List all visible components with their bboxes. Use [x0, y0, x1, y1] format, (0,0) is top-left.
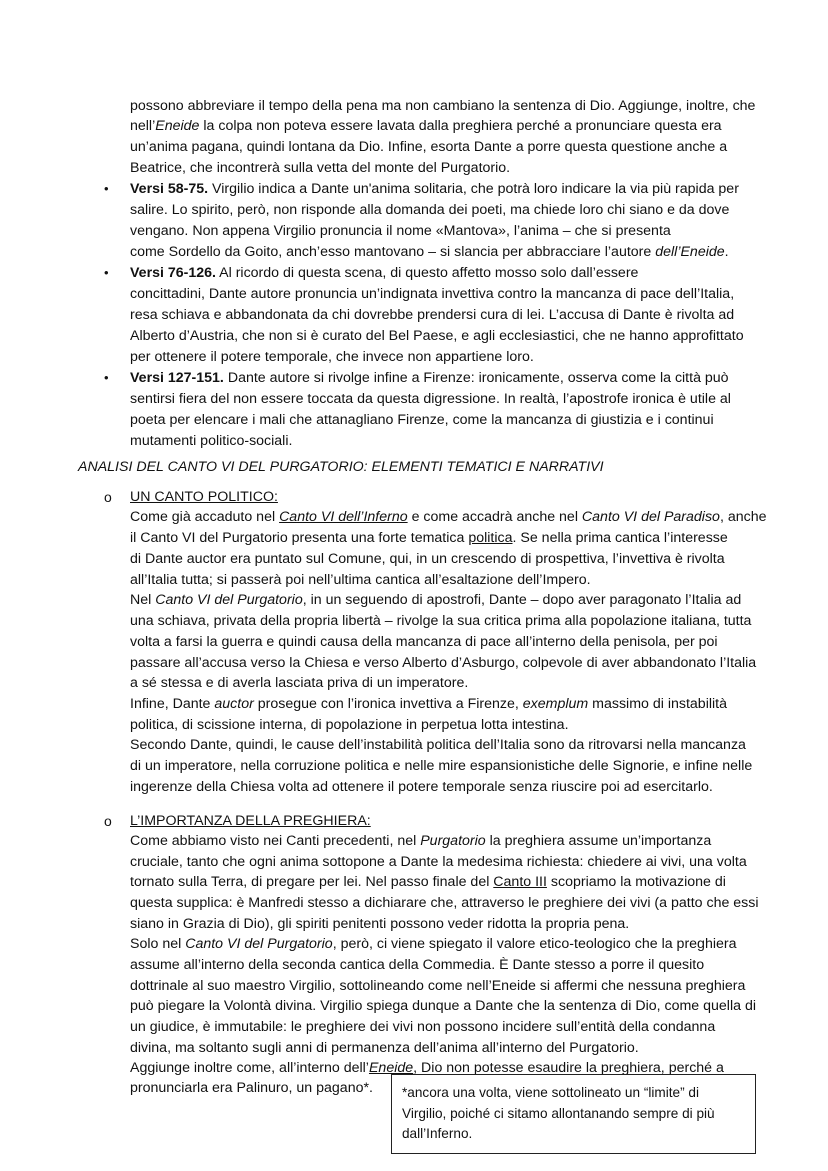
text-line: di Dante auctor era puntato sul Comune, qui, in un crescendo di prospettiva, l’invettiva è rivolta [130, 551, 725, 567]
text-line: può piegare la Volontà divina. Virgilio spiega dunque a Dante che la sentenza di Dio, come quella di [130, 998, 756, 1014]
text-line: Versi 58-75. Virgilio indica a Dante un'anima solitaria, che potrà loro indicare la via più rapida per [130, 181, 739, 197]
circle-bullet-icon: o [104, 489, 112, 505]
text-line: dottrinale al suo maestro Virgilio, sottolineando come nell’Eneide si affermi che nessuna preghiera [130, 978, 746, 994]
text-line: una schiava, privata della propria libertà – rivolge la sua critica prima alla popolazione italiana, tutta [130, 613, 752, 629]
text-line: a sé stessa e di averla lasciata priva di un imperatore. [130, 675, 469, 691]
text-line: siano in Grazia di Dio), gli spiriti penitenti possono veder ridotta la propria pena. [130, 916, 630, 932]
text-line: Aggiunge inoltre come, all’interno dell’Eneide, Dio non potesse esaudire la preghiera, perché a [130, 1060, 724, 1076]
text-line: Alberto d’Austria, che non si è curato del Bel Paese, e agli ecclesiastici, che ne hanno approfittato [130, 328, 744, 344]
text-line: all’Italia tutta; si passerà poi nell’ultima cantica all’esaltazione dell’Impero. [130, 572, 591, 588]
text-line: Come già accaduto nel Canto VI dell’Inferno e come accadrà anche nel Canto VI del Paradiso, anche [130, 509, 767, 525]
eneide-link[interactable]: Eneide [368, 1060, 414, 1076]
circle-bullet-icon: o [104, 813, 112, 829]
text-line: vengano. Non appena Virgilio pronuncia il nome «Mantova», l’anima – che si presenta [130, 223, 671, 239]
text-line: nell’Eneide la colpa non poteva essere lavata dalla preghiera perché a pronunciare questa era [130, 118, 722, 134]
text-line: Versi 127-151. Dante autore si rivolge infine a Firenze: ironicamente, osserva come la città può [130, 370, 729, 386]
text-line: un giudice, è immutabile: le preghiere dei vivi non possono incidere sull’entità della condanna [130, 1019, 716, 1035]
text-line: volta a farsi la guerra e quindi causa della mancanza di pace all’interno della penisola, per poi [130, 634, 718, 650]
text-line: tornato sulla Terra, di pregare per lei. Nel passo finale del Canto III scopriamo la motivazione di [130, 874, 726, 890]
text-line: ingerenze della Chiesa volta ad ottenere il potere temporale senza riuscire poi ad esercitarlo. [130, 779, 713, 795]
text-line: questa supplica: è Manfredi stesso a dichiarare che, attraverso le preghiere dei vivi (a patto che essi [130, 895, 759, 911]
text-line: Versi 76-126. Al ricordo di questa scena, di questo affetto mosso solo dall’essere [130, 265, 639, 281]
politica-link[interactable]: politica [468, 530, 513, 546]
text-line: resa schiava e abbandonata da chi dovrebbe prendersi cura di lei. L’accusa di Dante è rivolta ad [130, 307, 735, 323]
bullet-icon: • [104, 181, 109, 196]
bullet-icon: • [104, 265, 109, 280]
text-line: cruciale, tanto che ogni anima sottopone a Dante la medesima richiesta: chiedere ai vivi, una volta [130, 854, 747, 870]
text-line: Nel Canto VI del Purgatorio, in un seguendo di apostrofi, Dante – dopo aver paragonato l’Italia ad [130, 592, 742, 608]
subsection-title: L’IMPORTANZA DELLA PREGHIERA: [130, 813, 371, 829]
footnote-box [391, 1074, 756, 1154]
footnote-line: dall’Inferno. [402, 1126, 473, 1141]
text-line: Solo nel Canto VI del Purgatorio, però, ci viene spiegato il valore etico-teologico che la preghiera [130, 936, 737, 952]
text-line: mutamenti politico-sociali. [130, 433, 293, 449]
subsection-title: UN CANTO POLITICO: [130, 489, 278, 505]
text-line: Secondo Dante, quindi, le cause dell’instabilità politica dell’Italia sono da ritrovarsi nella mancanza [130, 737, 746, 753]
text-line: assume all’interno della seconda cantica della Commedia. È Dante stesso a porre il quesito [130, 957, 705, 973]
text-line: Come abbiamo visto nei Canti precedenti, nel Purgatorio la preghiera assume un’importanza [130, 833, 712, 849]
text-line: salire. Lo spirito, però, non risponde alla domanda dei poeti, ma chiede loro chi siano e da dove [130, 202, 730, 218]
text-line: Infine, Dante auctor prosegue con l’ironica invettiva a Firenze, exemplum massimo di instabilità [130, 696, 727, 712]
text-line: poeta per elencare i mali che attanagliano Firenze, come la mancanza di giustizia e i continui [130, 412, 714, 428]
text-line: pronunciarla era Palinuro, un pagano*. [130, 1080, 373, 1096]
text-line: un’anima pagana, quindi lontana da Dio. Infine, esorta Dante a porre questa questione anche a [130, 139, 728, 155]
text-line: il Canto VI del Purgatorio presenta una forte tematica politica. Se nella prima cantica l’interesse [130, 530, 728, 546]
text-line: politica, di scissione interna, di popolazione in perpetua lotta intestina. [130, 717, 569, 733]
canto-vi-inferno-link[interactable]: Canto VI dell’Inferno [279, 509, 408, 525]
text-line: possono abbreviare il tempo della pena ma non cambiano la sentenza di Dio. Aggiunge, inoltre, che [130, 98, 756, 114]
canto-iii-link[interactable]: Canto III [493, 874, 547, 890]
text-line: passare all’accusa verso la Chiesa e verso Alberto d’Asburgo, colpevole di aver abbandonato l’Italia [130, 655, 757, 671]
text-line: come Sordello da Goito, anch’esso mantovano – si slancia per abbracciare l’autore dell’Eneide. [130, 244, 729, 260]
section-heading: ANALISI DEL CANTO VI DEL PURGATORIO: ELEMENTI TEMATICI E NARRATIVI [78, 459, 604, 475]
footnote-line: *ancora una volta, viene sottolineato un “limite” di [402, 1085, 699, 1100]
text-line: sentirsi fiera del non essere toccata da questa digressione. In realtà, l’apostrofe ironica è utile al [130, 391, 731, 407]
text-line: divina, ma soltanto sugli anni di permanenza dell’anima all’interno del Purgatorio. [130, 1040, 639, 1056]
text-line: concittadini, Dante autore pronuncia un’indignata invettiva contro la mancanza di pace dell’Italia, [130, 286, 735, 302]
text-line: per ottenere il potere temporale, che invece non appartiene loro. [130, 349, 534, 365]
text-line: Beatrice, che incontrerà sulla vetta del monte del Purgatorio. [130, 160, 511, 176]
text-line: di un imperatore, nella corruzione politica e nelle mire espansionistiche delle Signorie, e infine nelle [130, 758, 753, 774]
bullet-icon: • [104, 370, 109, 385]
footnote-line: Virgilio, poiché ci sitamo allontanando sempre di più [402, 1106, 715, 1121]
